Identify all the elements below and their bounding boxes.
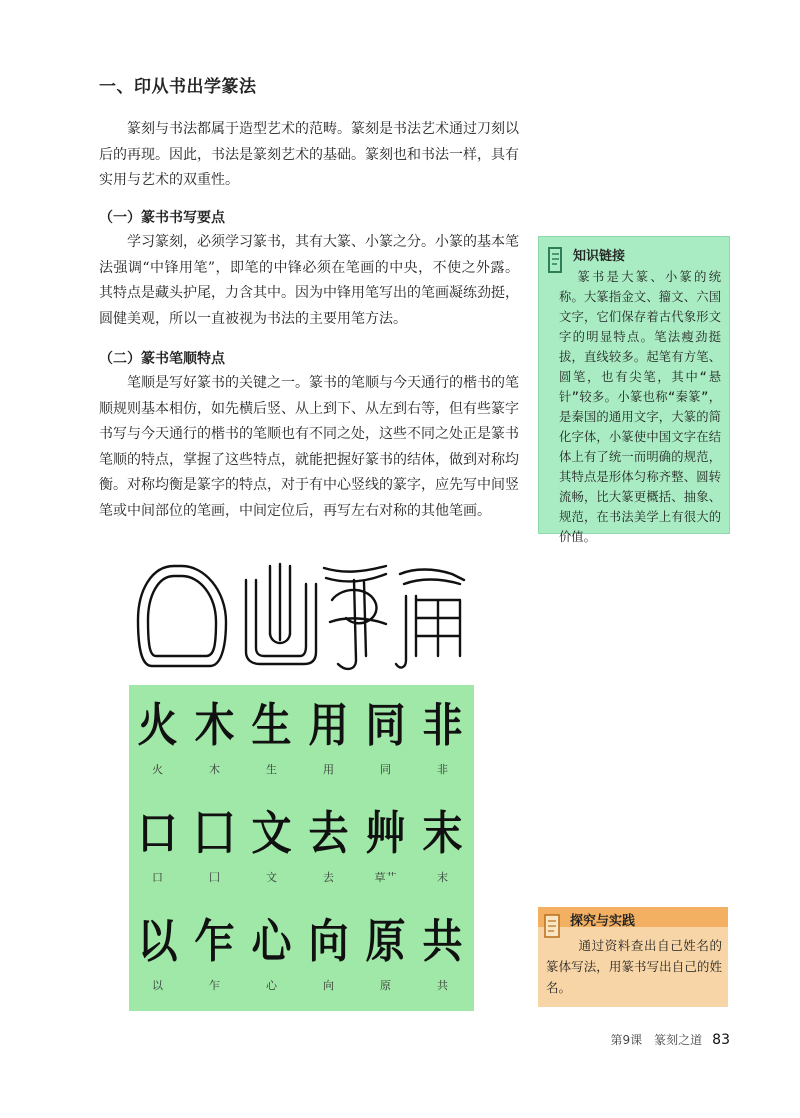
section1-heading: （一）篆书书写要点 [99, 210, 225, 226]
seal-glyph: 非 [422, 698, 463, 753]
grid-cell [357, 799, 414, 885]
seal-glyph: 生 [251, 698, 292, 753]
seal-glyph: 乍 [194, 914, 235, 969]
seal-glyph: 去 [308, 806, 349, 861]
glyph-caption: 末 [437, 871, 448, 884]
grid-cell [129, 907, 186, 993]
grid-cell [414, 691, 471, 777]
glyph-caption: 生 [266, 763, 277, 776]
seal-glyph: 囗 [194, 806, 235, 861]
glyph-caption: 木 [209, 763, 220, 776]
glyph-caption: 以 [152, 979, 163, 992]
grid-cell [414, 799, 471, 885]
practice-text: 通过资料查出自己姓名的篆体写法，用篆书写出自己的姓名。 [546, 938, 722, 995]
grid-cell [357, 691, 414, 777]
practice-box [538, 907, 728, 1007]
lesson-label: 第9课 篆刻之道 [610, 1033, 703, 1047]
grid-cell [414, 907, 471, 993]
seal-glyph: 木 [194, 698, 235, 753]
seal-glyph: 末 [422, 806, 463, 861]
section1-paragraph: 学习篆刻，必须学习篆书，其有大篆、小篆之分。小篆的基本笔法强调“中锋用笔”，即笔的中锋必须在笔画的中央，不使之外露。其特点是藏头护尾，力含其中。因为中锋用笔写出的笔画凝练劲挺，圆健美观，所以一直被视为书法的主要用笔方法。 [99, 234, 519, 327]
glyph-caption: 用 [323, 763, 334, 776]
grid-cell [129, 691, 186, 777]
knowledge-text: 篆书是大篆、小篆的统称。大篆指金文、籀文、六国文字，它们保存着古代象形文字的明显特点。笔法瘦劲挺拔，直线较多。起笔有方笔、圆笔，也有尖笔，其中“悬针”较多。小篆也称“秦篆”，是秦国的通用文字，大篆的简化字体，小篆使中国文字在结体上有了统一而明确的规范，其特点是形体匀称齐整、圆转流畅，比大篆更概括、抽象、规范，在书法美学上有很大的价值。 [559, 270, 721, 544]
grid-cell [186, 907, 243, 993]
grid-cell [186, 799, 243, 885]
seal-glyph: 向 [308, 914, 349, 969]
section2-heading: （二）篆书笔顺特点 [99, 351, 225, 367]
intro-paragraph: 篆刻与书法都属于造型艺术的范畴。篆刻是书法艺术通过刀刻以后的再现。因此，书法是篆刻艺术的基础。篆刻也和书法一样，具有实用与艺术的双重性。 [99, 121, 519, 188]
grid-cell [300, 907, 357, 993]
glyph-caption: 去 [323, 871, 334, 884]
glyph-caption: 火 [152, 763, 163, 776]
glyph-caption: 心 [266, 979, 277, 992]
seal-character-grid [129, 685, 474, 1011]
glyph-caption: 同 [380, 763, 391, 776]
seal-glyph: 用 [308, 698, 349, 753]
grid-cell [300, 691, 357, 777]
section2-paragraph: 笔顺是写好篆书的关键之一。篆书的笔顺与今天通行的楷书的笔顺规则基本相仿，如先横后竖、从上到下、从左到右等，但有些篆字书写与今天通行的楷书的笔顺也有不同之处，这些不同之处正是篆书笔顺的特点，掌握了这些特点，就能把握好篆书的结体，做到对称均衡。对称均衡是篆字的特点，对于有中心竖线的篆字，应先写中间竖笔或中间部位的笔画，中间定位后，再写左右对称的其他笔画。 [99, 375, 519, 519]
knowledge-box [538, 236, 730, 544]
seal-glyph: 心 [251, 914, 292, 969]
knowledge-heading: 知识链接 [573, 249, 626, 264]
grid-cell [243, 907, 300, 993]
seal-glyph: 原 [365, 914, 406, 969]
page-title: 一、印从书出学篆法 [99, 77, 257, 97]
grid-cell [357, 907, 414, 993]
glyph-caption: 口 [152, 871, 163, 884]
grid-cell [129, 799, 186, 885]
seal-glyph: 以 [137, 914, 178, 969]
glyph-caption: 乍 [209, 979, 220, 992]
seal-glyph: 口 [137, 806, 178, 861]
grid-cell [186, 691, 243, 777]
seal-glyph: 艸 [365, 806, 406, 861]
seal-glyph: 同 [365, 698, 406, 753]
seal-glyph: 文 [251, 806, 292, 861]
page-number: 83 [712, 1032, 730, 1048]
seal-glyph: 共 [422, 914, 463, 969]
grid-cell [243, 799, 300, 885]
seal-glyph: 火 [137, 698, 178, 753]
practice-heading: 探究与实践 [570, 914, 636, 929]
glyph-caption: 共 [437, 979, 448, 992]
glyph-caption: 非 [437, 763, 448, 776]
glyph-caption: 向 [323, 979, 334, 992]
page-footer [611, 1031, 730, 1048]
seal-calligraphy-sample [134, 560, 474, 675]
grid-cell [243, 691, 300, 777]
glyph-caption: 文 [266, 871, 277, 884]
glyph-caption: 原 [380, 979, 391, 992]
glyph-caption: 囗 [209, 871, 220, 884]
glyph-caption: 草艹 [374, 871, 397, 884]
grid-cell [300, 799, 357, 885]
